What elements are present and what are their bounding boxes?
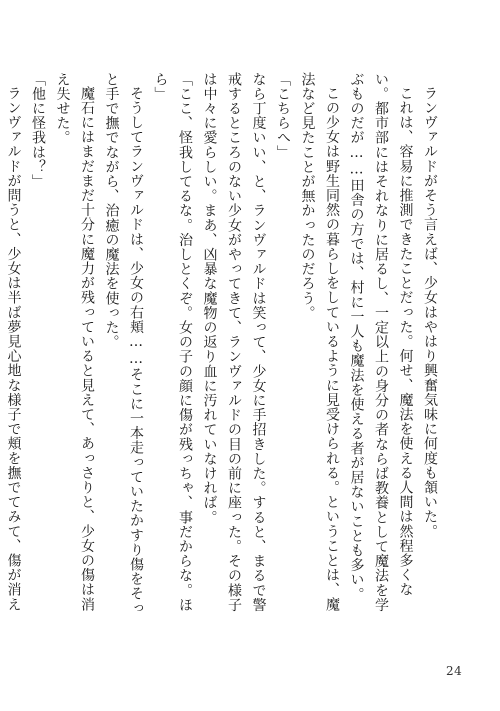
paragraph-2: これは、容易に推測できたことだった。何せ、魔法を使える人間は然程多くない。都市部にはそれなりに居るし、一定以上の身分の者ならば教養として魔法を学ぶものだが……田舎の方では、村に一人も魔法を使える者が居ないことも多い。 (348, 72, 414, 613)
paragraph-6-dialogue: 「ここ、怪我してるな。治しとくぞ。女の子の顔に傷が残っちゃ、事だからな。ほら」 (152, 72, 193, 613)
paragraph-9-dialogue: 「他に怪我は？」 (30, 72, 46, 189)
vertical-text-block (0, 72, 442, 617)
paragraph-3: この少女は野生同然の暮らしをしているように見受けられる。ということは、魔法など見たことが無かったのだろう。 (299, 72, 340, 612)
paragraph-7: そうしてランヴァルドは、少女の右頬……そこに一本走っていたかすり傷をそっと手で撫でながら、治癒の魔法を使った。 (103, 72, 144, 616)
paragraph-10: ランヴァルドが問うと、少女は半ば夢見心地な様子で頬を撫でてみて、傷が消え (5, 86, 22, 612)
paragraph-5: なら丁度いい、と、ランヴァルドは笑って、少女に手招きした。すると、まるで警戒するところのない少女がやってきて、ランヴァルドの目の前に座った。その様子は中々に愛らしい。まあ、凶暴な魔物の返り血に汚れていなければ。 (201, 72, 267, 613)
page-number: 24 (446, 664, 463, 678)
paragraph-4-dialogue: 「こちらへ」 (275, 72, 291, 160)
paragraph-8: 魔石にはまだまだ十分に魔力が残っていると見えて、あっさりと、少女の傷は消え失せた。 (54, 72, 95, 612)
paragraph-1: ランヴァルドがそう言えば、少女はやはり興奮気味に何度も頷いた。 (422, 86, 438, 539)
